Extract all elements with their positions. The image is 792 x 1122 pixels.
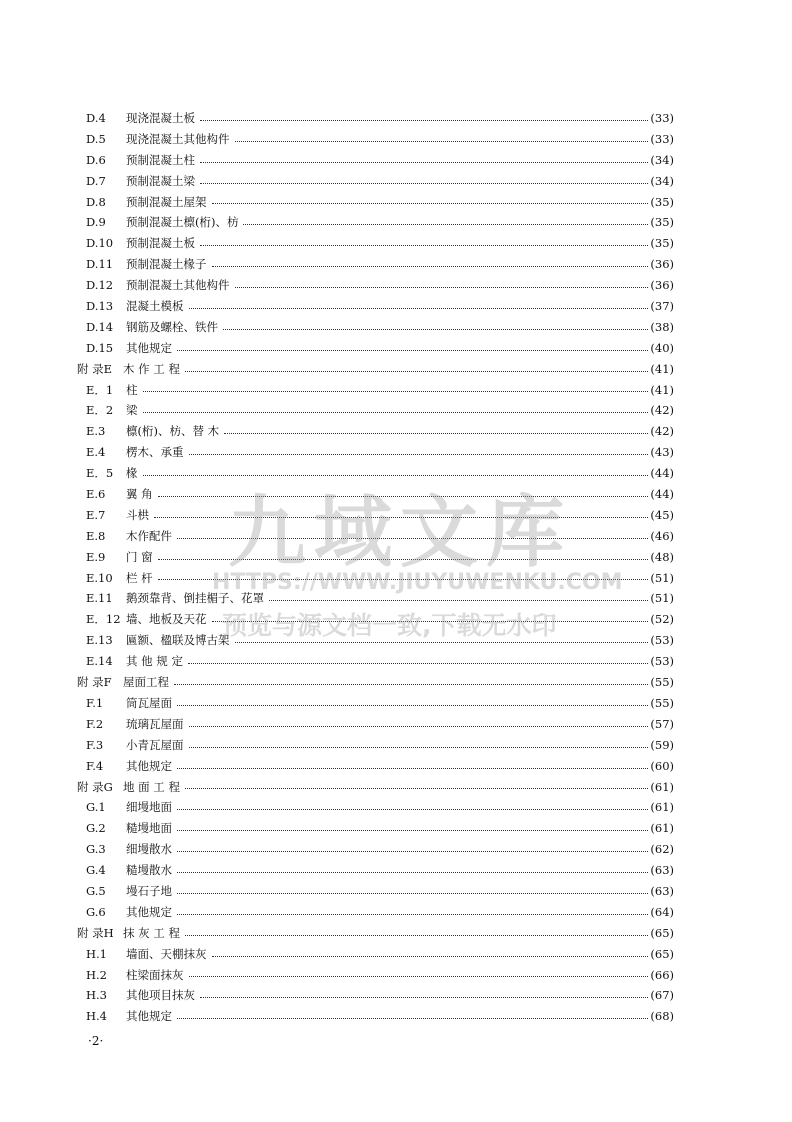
toc-page: (57) [650,716,674,731]
toc-entry[interactable] [77,171,674,192]
toc-entry[interactable] [77,756,674,777]
toc-entry[interactable] [77,777,674,798]
toc-code: 附 录H [77,925,114,940]
watermark-url: HTTPS://WWW.JIUYUWENKU.COM [212,570,623,595]
toc-title: 钢筋及螺栓、铁件 [126,319,218,334]
leader-dots [269,600,648,601]
leader-dots [235,642,649,643]
toc-entry[interactable] [77,380,674,401]
leader-dots [177,1018,648,1019]
toc-title: 墙面、天棚抹灰 [126,946,207,961]
leader-dots [224,433,648,434]
toc-page: (37) [650,299,674,314]
leader-dots [212,956,649,957]
toc-code: D.15 [86,340,114,355]
leader-dots [177,768,648,769]
toc-title: 柱 [126,382,138,397]
leader-dots [243,224,648,225]
leader-dots [154,517,648,518]
toc-page: (45) [650,507,674,522]
toc-page: (35) [650,236,674,251]
toc-entry[interactable] [77,1006,674,1027]
toc-code: F.1 [86,695,104,710]
toc-title: 匾额、楹联及博古架 [126,633,230,648]
toc-entry[interactable] [77,484,674,505]
leader-dots [200,245,648,246]
leader-dots [185,935,648,936]
toc-entry[interactable] [77,296,674,317]
toc-title: 糙墁散水 [126,863,172,878]
toc-code: D.12 [86,278,114,293]
toc-code: E．12 [86,612,121,627]
toc-title: 其他规定 [126,904,172,919]
leader-dots [177,350,648,351]
toc-page: (33) [650,111,674,125]
leader-dots [177,851,648,852]
toc-code: E.7 [86,507,106,522]
toc-entry[interactable] [77,944,674,965]
toc-code: E.9 [86,549,106,564]
leader-dots [189,454,649,455]
toc-page: (34) [650,173,674,188]
leader-dots [143,391,649,392]
toc-title: 其他项目抹灰 [126,988,195,1003]
toc-title: 现浇混凝土其他构件 [126,131,230,146]
toc-code: D.11 [86,257,114,272]
toc-code: H.3 [86,988,108,1003]
toc-entry[interactable] [77,526,674,547]
leader-dots [189,976,649,977]
leader-dots [189,747,649,748]
toc-page: (43) [650,445,674,460]
toc-page: (55) [650,675,674,690]
toc-entry[interactable] [77,400,674,421]
toc-page: (38) [650,319,674,334]
toc-code: D.9 [86,215,106,230]
toc-page: (65) [650,946,674,961]
page-number: ·2· [88,1034,104,1048]
leader-dots [185,788,648,789]
toc-code: E．5 [86,466,114,481]
toc-code: G.3 [86,842,106,857]
toc-entry[interactable] [77,192,674,213]
toc-title: 椽 [126,466,138,481]
toc-code: G.1 [86,800,106,815]
leader-dots [189,308,649,309]
toc-page: (51) [650,591,674,606]
leader-dots [200,162,648,163]
toc-code: F.4 [86,758,104,773]
toc-title: 檩(桁)、枋、替 木 [126,424,220,439]
toc-page: (44) [650,487,674,502]
toc-code: E.10 [86,570,113,585]
toc-entry[interactable] [77,818,674,839]
toc-code: E.11 [86,591,113,606]
toc-page: (61) [650,779,674,794]
toc-page: (48) [650,549,674,564]
toc-entry[interactable] [77,839,674,860]
toc-entry[interactable] [77,254,674,275]
leader-dots [158,496,649,497]
toc-page: (61) [650,821,674,836]
toc-page: (65) [650,925,674,940]
leader-dots [177,914,648,915]
toc-title: 细墁散水 [126,842,172,857]
toc-entry[interactable] [77,923,674,944]
toc-page: (64) [650,904,674,919]
toc-code: E．2 [86,403,114,418]
leader-dots [223,329,648,330]
leader-dots [212,621,649,622]
toc-title: 墙、地板及天花 [126,612,207,627]
toc-title: 抹 灰 工 程 [123,925,180,940]
toc-page: (62) [650,842,674,857]
toc-entry[interactable] [77,233,674,254]
leader-dots [235,141,649,142]
leader-dots [177,809,648,810]
toc-page: (63) [650,863,674,878]
toc-page: (34) [650,152,674,167]
leader-dots [188,663,648,664]
toc-title: 地 面 工 程 [123,779,180,794]
toc-page: (33) [650,131,674,146]
toc-code: G.6 [86,904,106,919]
toc-entry[interactable] [77,359,674,380]
toc-page: (68) [650,1009,674,1024]
toc-title: 小青瓦屋面 [126,737,184,752]
toc-title: 预制混凝土板 [126,236,195,251]
toc-page: (53) [650,633,674,648]
toc-code: D.5 [86,131,106,146]
leader-dots [212,266,649,267]
leader-dots [158,559,649,560]
toc-entry[interactable] [77,902,674,923]
toc-entry[interactable] [77,129,674,150]
toc-code: E.3 [86,424,106,439]
leader-dots [143,412,649,413]
toc-title: 预制混凝土檩(桁)、枋 [126,215,239,230]
toc-title: 鹅颈靠背、倒挂楣子、花罩 [126,591,264,606]
toc-title: 琉璃瓦屋面 [126,716,184,731]
toc-entry[interactable] [77,275,674,296]
toc-code: G.5 [86,883,106,898]
toc-page: (35) [650,194,674,209]
toc-entry[interactable] [77,860,674,881]
leader-dots [177,872,648,873]
toc-title: 翼 角 [126,487,153,502]
toc-title: 细墁地面 [126,800,172,815]
toc-page: (42) [650,424,674,439]
toc-entry[interactable] [77,421,674,442]
toc-page: (66) [650,967,674,982]
toc-entry[interactable] [77,672,674,693]
toc-entry[interactable] [77,568,674,589]
toc-entry[interactable] [77,609,674,630]
toc-page: (46) [650,528,674,543]
leader-dots [200,120,648,121]
leader-dots [158,579,649,580]
toc-title: 梁 [126,403,138,418]
toc-code: E.13 [86,633,113,648]
toc-code: E.4 [86,445,106,460]
toc-page: (60) [650,758,674,773]
leader-dots [189,726,649,727]
toc-code: E.14 [86,654,113,669]
leader-dots [177,830,648,831]
toc-page: (35) [650,215,674,230]
toc-page: (42) [650,403,674,418]
toc-page: (36) [650,257,674,272]
toc-entry[interactable] [77,735,674,756]
leader-dots [185,371,648,372]
toc-title: 预制混凝土椽子 [126,257,207,272]
toc-title: 木 作 工 程 [123,361,180,376]
toc-code: D.6 [86,152,106,167]
toc-entry[interactable] [77,108,674,129]
toc-page: (51) [650,570,674,585]
toc-code: H.2 [86,967,108,982]
toc-entry[interactable] [77,797,674,818]
toc-code: D.13 [86,299,114,314]
toc-page: (59) [650,737,674,752]
toc-title: 斗栱 [126,507,149,522]
toc-page: (53) [650,654,674,669]
toc-title: 预制混凝土梁 [126,173,195,188]
toc-title: 楞木、承重 [126,445,184,460]
toc-title: 栏 杆 [126,570,153,585]
toc-title: 糙墁地面 [126,821,172,836]
toc-title: 其他规定 [126,1009,172,1024]
toc-title: 混凝土模板 [126,299,184,314]
toc-code: G.2 [86,821,106,836]
leader-dots [200,997,648,998]
toc-title: 筒瓦屋面 [126,695,172,710]
toc-entry[interactable] [77,317,674,338]
toc-entry[interactable] [77,693,674,714]
toc-page: (55) [650,695,674,710]
toc-title: 预制混凝土柱 [126,152,195,167]
toc-page: (41) [650,382,674,397]
leader-dots [235,287,649,288]
toc-page: (52) [650,612,674,627]
toc-entry[interactable] [77,630,674,651]
watermark-brand: 九域文库 [228,488,573,578]
toc-title: 门 窗 [126,549,153,564]
toc-code: F.3 [86,737,104,752]
toc-title: 其他规定 [126,758,172,773]
toc-title: 木作配件 [126,528,172,543]
toc-page: (63) [650,883,674,898]
toc-page: (41) [650,361,674,376]
leader-dots [200,183,648,184]
toc-title: 其 他 规 定 [126,654,183,669]
leader-dots [177,705,648,706]
leader-dots [143,475,649,476]
toc-entry[interactable] [77,212,674,233]
toc-code: D.14 [86,319,114,334]
toc-code: H.4 [86,1009,108,1024]
toc-entry[interactable] [77,965,674,986]
toc-page: (67) [650,988,674,1003]
toc-entry[interactable] [77,150,674,171]
toc-code: 附 录F [77,675,112,690]
toc-title: 柱梁面抹灰 [126,967,184,982]
leader-dots [212,203,649,204]
toc-entry[interactable] [77,651,674,672]
toc-entry[interactable] [77,985,674,1006]
toc-entry[interactable] [77,714,674,735]
toc-page: (36) [650,278,674,293]
toc-title: 预制混凝土其他构件 [126,278,230,293]
toc-code: H.1 [86,946,108,961]
toc-entry[interactable] [77,442,674,463]
toc-code: 附 录G [77,779,113,794]
toc-entry[interactable] [77,881,674,902]
toc-code: D.4 [86,111,106,125]
toc-code: D.10 [86,236,114,251]
toc-title: 屋面工程 [123,675,169,690]
watermark-note: 预览与源文档一致,下载无水印 [222,611,557,640]
toc-code: E.8 [86,528,106,543]
toc-code: F.2 [86,716,104,731]
table-of-contents [77,108,674,1027]
toc-entry[interactable] [77,505,674,526]
toc-code: 附 录E [77,361,113,376]
toc-title: 现浇混凝土板 [126,111,195,125]
toc-code: E.6 [86,487,106,502]
toc-entry[interactable] [77,463,674,484]
toc-title: 墁石子地 [126,883,172,898]
leader-dots [174,684,648,685]
toc-title: 预制混凝土屋架 [126,194,207,209]
leader-dots [177,538,648,539]
toc-code: D.7 [86,173,106,188]
toc-title: 其他规定 [126,340,172,355]
toc-code: E．1 [86,382,114,397]
toc-code: G.4 [86,863,106,878]
toc-page: (40) [650,340,674,355]
toc-page: (61) [650,800,674,815]
toc-entry[interactable] [77,338,674,359]
toc-page: (44) [650,466,674,481]
toc-entry[interactable] [77,547,674,568]
toc-code: D.8 [86,194,106,209]
toc-entry[interactable] [77,588,674,609]
leader-dots [177,893,648,894]
